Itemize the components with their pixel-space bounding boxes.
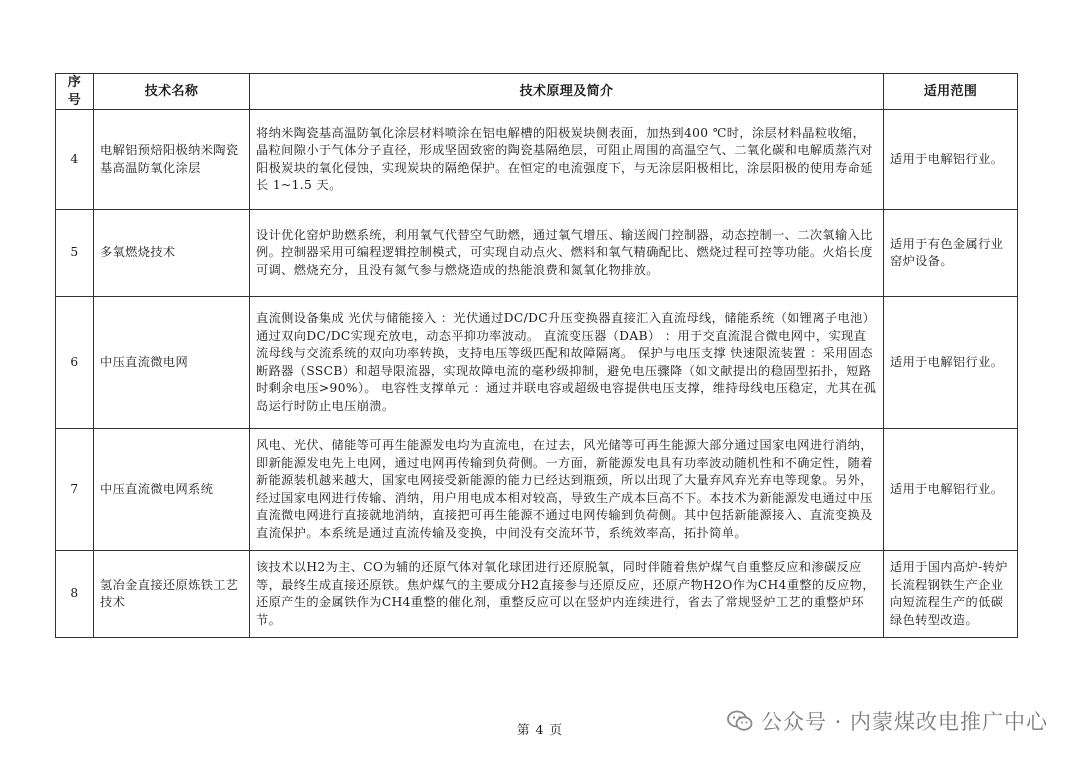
row-scope: 适用于国内高炉-转炉长流程钢铁生产企业向短流程生产的低碳绿色转型改造。 bbox=[884, 551, 1018, 638]
row-index: 6 bbox=[56, 297, 94, 429]
watermark bbox=[727, 706, 1048, 736]
table-row bbox=[56, 429, 1018, 551]
row-scope: 适用于有色金属行业窑炉设备。 bbox=[884, 210, 1018, 297]
row-tech-name: 多氧燃烧技术 bbox=[94, 210, 250, 297]
row-description: 该技术以H2为主、CO为辅的还原气体对氧化球团进行还原脱氧，同时伴随着焦炉煤气自重整反应和渗碳反应等，最终生成直接还原铁。焦炉煤气的主要成分H2直接参与还原反应，还原产物H2O作为CH4重整的反应物，还原产生的金属铁作为CH4重整的催化剂，重整反应可以在竖炉内连续进行，省去了常规竖炉工艺的重整炉环节。 bbox=[250, 551, 884, 638]
row-tech-name: 中压直流微电网 bbox=[94, 297, 250, 429]
row-index: 7 bbox=[56, 429, 94, 551]
table-header-row bbox=[56, 74, 1018, 110]
row-scope: 适用于电解铝行业。 bbox=[884, 429, 1018, 551]
header-principle: 技术原理及简介 bbox=[250, 74, 884, 110]
watermark-text: 公众号 · 内蒙煤改电推广中心 bbox=[760, 710, 1048, 734]
row-scope: 适用于电解铝行业。 bbox=[884, 297, 1018, 429]
table-row bbox=[56, 210, 1018, 297]
header-tech-name: 技术名称 bbox=[94, 74, 250, 110]
row-tech-name: 氢冶金直接还原炼铁工艺技术 bbox=[94, 551, 250, 638]
header-index: 序号 bbox=[56, 74, 94, 110]
row-index: 5 bbox=[56, 210, 94, 297]
table-row bbox=[56, 297, 1018, 429]
page-number: 第 4 页 bbox=[517, 722, 563, 737]
wechat-icon bbox=[727, 710, 753, 732]
row-description: 直流侧设备集成 光伏与储能接入 ：光伏通过DC/DC升压变换器直接汇入直流母线，储能系统（如锂离子电池）通过双向DC/DC实现充放电，动态平抑功率波动。 直流变压器（DAB） ：用于交直流混合微电网中，实现直流母线与交流系统的双向功率转换，支持电压等级匹配和故障隔离。 保护与电压支撑 快速限流装置 ：采用固态断路器（SSCB）和超导限流器，实现故障电流的毫秒级抑制，避免电压骤降（如文献提出的稳固型拓扑，短路时剩余电压>90%）。 电容性支撑单元 ：通过并联电容或超级电容提供电压支撑，维持母线电压稳定，尤其在孤岛运行时防止电压崩溃。 bbox=[250, 297, 884, 429]
row-index: 4 bbox=[56, 110, 94, 210]
header-scope: 适用范围 bbox=[884, 74, 1018, 110]
technology-table bbox=[55, 73, 1018, 638]
row-tech-name: 电解铝预焙阳极纳米陶瓷基高温防氧化涂层 bbox=[94, 110, 250, 210]
table-row bbox=[56, 551, 1018, 638]
row-description: 风电、光伏、储能等可再生能源发电均为直流电，在过去，风光储等可再生能源大部分通过国家电网进行消纳，即新能源发电先上电网，通过电网再传输到负荷侧。一方面，新能源发电具有功率波动随机性和不确定性，随着新能源装机越来越大，国家电网接受新能源的能力已经达到瓶颈，所以出现了大量弃风弃光弃电等现象。另外，经过国家电网进行传输、消纳，用户用电成本相对较高，导致生产成本巨高不下。本技术为新能源发电通过中压直流微电网进行直接就地消纳，直接把可再生能源不通过电网传输到负荷侧。其中包括新能源接入、直流变换及直流保护。本系统是通过直流传输及变换，中间没有交流环节，系统效率高，拓扑简单。 bbox=[250, 429, 884, 551]
row-tech-name: 中压直流微电网系统 bbox=[94, 429, 250, 551]
row-index: 8 bbox=[56, 551, 94, 638]
row-description: 将纳米陶瓷基高温防氧化涂层材料喷涂在铝电解槽的阳极炭块侧表面，加热到400 ℃时，涂层材料晶粒收缩，晶粒间隙小于气体分子直径，形成坚固致密的陶瓷基隔绝层，可阻止周围的高温空气、二氧化碳和电解质蒸汽对阳极炭块的氧化侵蚀，实现炭块的隔绝保护。在恒定的电流强度下，与无涂层阳极相比，涂层阳极的使用寿命延长 1~1.5 天。 bbox=[250, 110, 884, 210]
table-row bbox=[56, 110, 1018, 210]
row-scope: 适用于电解铝行业。 bbox=[884, 110, 1018, 210]
row-description: 设计优化窑炉助燃系统，利用氧气代替空气助燃，通过氧气增压、输送阀门控制器，动态控制一、二次氧输入比例。控制器采用可编程逻辑控制模式，可实现自动点火、燃料和氧气精确配比、燃烧过程可控等功能。火焰长度可调、燃烧充分，且没有氮气参与燃烧造成的热能浪费和氮氧化物排放。 bbox=[250, 210, 884, 297]
